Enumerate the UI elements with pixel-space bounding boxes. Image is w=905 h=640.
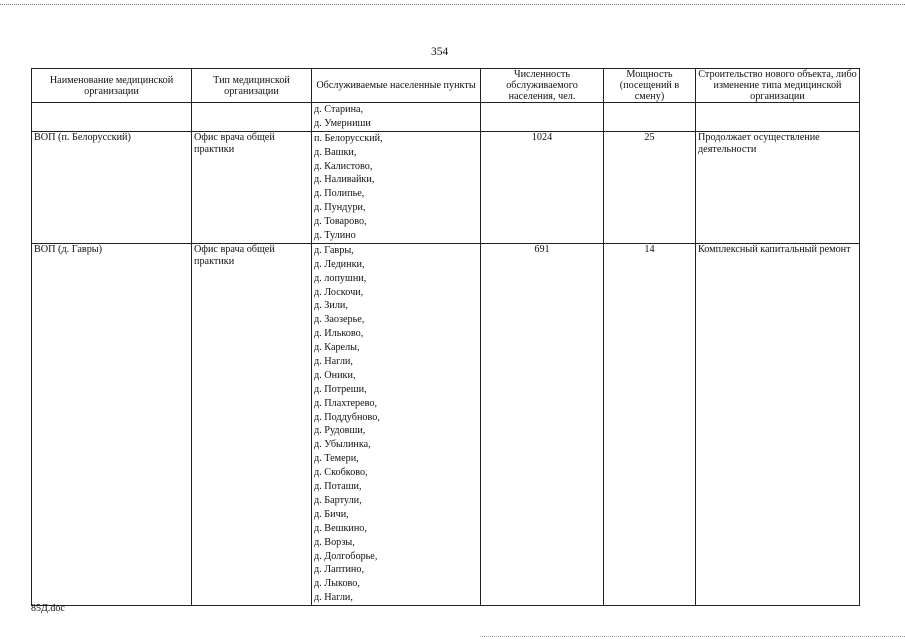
- locality-item: д. Лоскочи,: [314, 286, 364, 298]
- locality-item: д. Вашки,: [314, 146, 357, 158]
- cell-org-name: [32, 103, 192, 132]
- locality-item: д. Поддубново,: [314, 411, 380, 423]
- locality-item: д. Наливайки,: [314, 174, 375, 186]
- table-header-row: [32, 69, 860, 103]
- medical-organizations-table: [31, 68, 860, 606]
- cell-construction: Комплексный капитальный ремонт: [696, 243, 860, 605]
- locality-item: д. Лединки,: [314, 258, 365, 270]
- cell-localities: [312, 243, 481, 605]
- locality-item: д. Умерниши: [314, 117, 371, 129]
- scan-edge-bottom: [480, 636, 905, 637]
- locality-item: д. Гавры,: [314, 244, 354, 256]
- header-localities: Обслуживаемые населенные пункты: [312, 69, 481, 103]
- locality-item: д. Товарово,: [314, 216, 367, 228]
- locality-item: д. Ильково,: [314, 328, 364, 340]
- scan-edge-top: [0, 4, 905, 5]
- cell-org-type: Офис врача общей практики: [192, 131, 312, 243]
- cell-capacity: [604, 103, 696, 132]
- locality-item: д. Оники,: [314, 369, 356, 381]
- locality-item: д. Тулино: [314, 230, 356, 242]
- locality-item: д. Убылинка,: [314, 439, 371, 451]
- locality-item: д. Скобково,: [314, 467, 368, 479]
- locality-item: д. Поташи,: [314, 481, 362, 493]
- page-number: 354: [431, 46, 449, 58]
- header-construction: Строительство нового объекта, либо изменение типа медицинской организации: [696, 69, 860, 103]
- locality-item: д. Заозерье,: [314, 314, 365, 326]
- cell-population: [481, 103, 604, 132]
- locality-item: д. Бичи,: [314, 508, 349, 520]
- locality-item: д. Старина,: [314, 104, 364, 115]
- header-org-name: Наименование медицинской организации: [32, 69, 192, 103]
- locality-item: д. Полипье,: [314, 188, 365, 200]
- locality-item: д. Нагли,: [314, 356, 353, 368]
- locality-item: д. Рудовши,: [314, 425, 366, 437]
- cell-localities: [312, 103, 481, 132]
- locality-item: д. Долгоборье,: [314, 550, 378, 562]
- locality-item: д. Лыково,: [314, 578, 360, 590]
- locality-item: д. Потреши,: [314, 383, 367, 395]
- table-row: [32, 243, 860, 605]
- table-body: [32, 103, 860, 606]
- cell-org-type: Офис врача общей практики: [192, 243, 312, 605]
- cell-localities: [312, 131, 481, 243]
- locality-item: д. Калистово,: [314, 160, 373, 172]
- cell-construction: [696, 103, 860, 132]
- locality-item: д. Плахтерево,: [314, 397, 378, 409]
- table-row: [32, 103, 860, 132]
- locality-item: д. Лаптино,: [314, 564, 365, 576]
- locality-item: д. Бартули,: [314, 494, 362, 506]
- locality-item: д. лопушни,: [314, 272, 367, 284]
- locality-item: д. Темери,: [314, 453, 359, 465]
- cell-capacity: 25: [604, 131, 696, 243]
- cell-population: 691: [481, 243, 604, 605]
- cell-population: 1024: [481, 131, 604, 243]
- footer-filename: 85Д.doc: [31, 603, 65, 614]
- header-org-type: Тип медицинской организации: [192, 69, 312, 103]
- locality-item: д. Карелы,: [314, 342, 360, 354]
- cell-org-type: [192, 103, 312, 132]
- cell-construction: Продолжает осуществление деятельности: [696, 131, 860, 243]
- header-population: Численность обслуживаемого населения, чел.: [481, 69, 604, 103]
- locality-item: п. Белорусский,: [314, 132, 383, 144]
- locality-item: д. Зили,: [314, 300, 348, 312]
- cell-capacity: 14: [604, 243, 696, 605]
- locality-item: д. Вешкино,: [314, 522, 367, 534]
- locality-item: д. Ворзы,: [314, 536, 355, 548]
- locality-item: д. Пундури,: [314, 202, 366, 214]
- locality-item: д. Нагли,: [314, 592, 353, 604]
- cell-org-name: ВОП (д. Гавры): [32, 243, 192, 605]
- header-capacity: Мощность (посещений в смену): [604, 69, 696, 103]
- cell-org-name: ВОП (п. Белорусский): [32, 131, 192, 243]
- table-row: [32, 131, 860, 243]
